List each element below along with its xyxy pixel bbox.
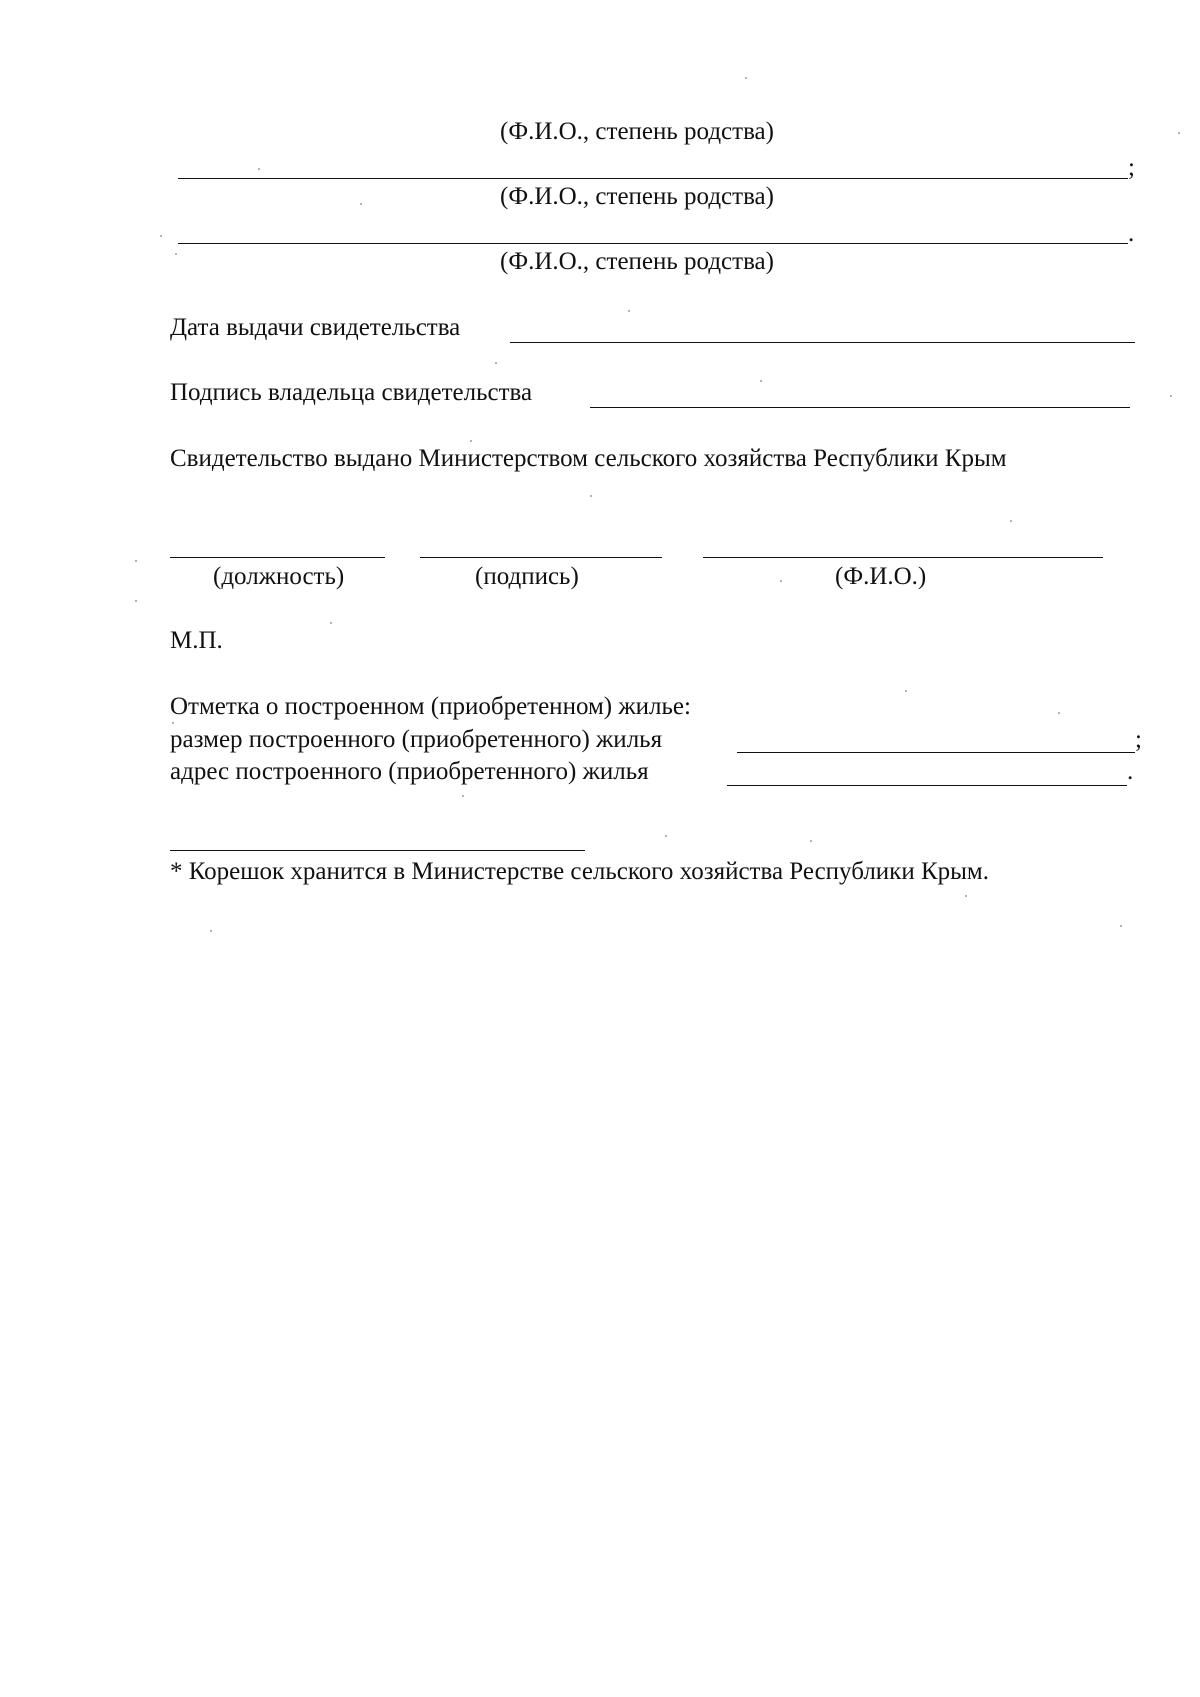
relative-line-2[interactable]: [178, 178, 1128, 179]
scan-speck: [135, 560, 137, 562]
relative-line-3[interactable]: [178, 243, 1128, 244]
scan-speck: [965, 895, 967, 897]
issue-date-label: Дата выдачи свидетельства: [170, 314, 461, 341]
scan-speck: [1120, 925, 1122, 927]
footnote-separator: [170, 850, 585, 851]
scan-speck: [1178, 132, 1180, 134]
relative-caption-1: (Ф.И.О., степень родства): [500, 118, 774, 145]
scan-speck: [780, 580, 782, 582]
stamp-place: М.П.: [170, 627, 223, 654]
scan-speck: [330, 622, 332, 624]
scan-speck: [628, 310, 630, 312]
scan-speck: [172, 722, 174, 724]
footnote-text: * Корешок хранится в Министерстве сельского хозяйства Республики Крым.: [170, 858, 989, 885]
housing-size-end: ;: [1135, 726, 1142, 753]
owner-signature-label: Подпись владельца свидетельства: [170, 379, 533, 406]
relative-line-2-semicolon: ;: [1128, 154, 1135, 181]
scan-speck: [1010, 520, 1012, 522]
owner-signature-field[interactable]: [590, 407, 1130, 408]
position-line[interactable]: [170, 557, 385, 558]
name-line[interactable]: [703, 557, 1103, 558]
scan-speck: [1170, 395, 1172, 397]
relative-line-3-period: .: [1128, 220, 1135, 247]
scan-speck: [258, 168, 260, 170]
signature-line[interactable]: [420, 557, 662, 558]
scan-speck: [160, 235, 162, 237]
scan-speck: [665, 835, 667, 837]
housing-address-end: .: [1127, 758, 1134, 785]
relative-caption-2: (Ф.И.О., степень родства): [500, 183, 774, 210]
scan-speck: [590, 495, 592, 497]
name-caption: (Ф.И.О.): [835, 563, 927, 590]
issued-by-text: Свидетельство выдано Министерством сельского хозяйства Республики Крым: [170, 445, 1007, 472]
scan-speck: [135, 600, 137, 602]
scan-speck: [760, 380, 762, 382]
signature-caption: (подпись): [475, 563, 579, 590]
housing-address-label: адрес построенного (приобретенного) жилья: [170, 758, 649, 785]
housing-size-label: размер построенного (приобретенного) жилья: [170, 726, 663, 753]
housing-heading: Отметка о построенном (приобретенном) жилье:: [170, 693, 691, 720]
position-caption: (должность): [213, 563, 345, 590]
scan-speck: [745, 77, 747, 79]
scan-speck: [462, 795, 464, 797]
relative-caption-3: (Ф.И.О., степень родства): [500, 248, 774, 275]
scan-speck: [810, 840, 812, 842]
scan-speck: [905, 690, 907, 692]
scan-speck: [360, 203, 362, 205]
housing-address-field[interactable]: [727, 785, 1127, 786]
housing-size-field[interactable]: [737, 752, 1135, 753]
scan-speck: [495, 362, 497, 364]
scan-speck: [470, 440, 472, 442]
scan-speck: [210, 930, 212, 932]
scan-speck: [1058, 712, 1060, 714]
scan-speck: [175, 253, 177, 255]
issue-date-field[interactable]: [510, 342, 1135, 343]
